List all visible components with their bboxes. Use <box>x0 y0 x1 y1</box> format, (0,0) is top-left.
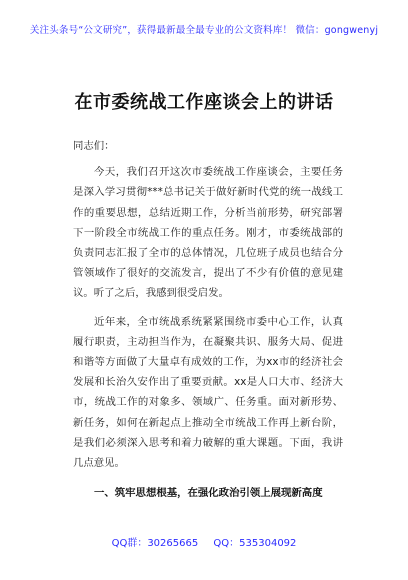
section-heading-1: 一、筑牢思想根基，在强化政治引领上展现新高度 <box>94 487 323 500</box>
footer-contact <box>0 534 408 549</box>
header-promo-note: 关注头条号“公文研究”，获得最新最全最专业的公文资料库！ 微信：gongwenyj <box>29 25 379 36</box>
footer-qq: QQ：535304092 <box>213 538 297 549</box>
paragraph-2: 近年来，全市统战系统紧紧围绕市委中心工作，认真履行职责，主动担当作为，在凝聚共识、服务大局、促进和谐等方面做了大量卓有成效的工作，为xx市的经济社会发展和长治久安作出了重要贡献。xx是人口大市、经济大市，统战工作的对象多、领域广、任务重。面对新形势、新任务，如何在新起点上推动全市统战工作再上新台阶，是我们必须深入思考和着力破解的重大课题。下面，我讲几点意见。 <box>73 315 343 470</box>
document-body <box>73 136 343 503</box>
footer-qq-group: QQ群：30265665 <box>111 538 199 549</box>
paragraph-1: 今天，我们召开这次市委统战工作座谈会，主要任务是深入学习贯彻***总书记关于做好新时代党的统一战线工作的重要思想，总结近期工作，分析当前形势，研究部署下一阶段全市统战工作的重点任务。刚才，市委统战部的负责同志汇报了全市的总体情况，几位班子成员也结合分管领域作了很好的交流发言，提出了不少有价值的意见建议。听了之后，我感到很受启发。 <box>73 166 343 300</box>
salutation: 同志们： <box>73 140 115 152</box>
document-title: 在市委统战工作座谈会上的讲话 <box>74 92 334 113</box>
